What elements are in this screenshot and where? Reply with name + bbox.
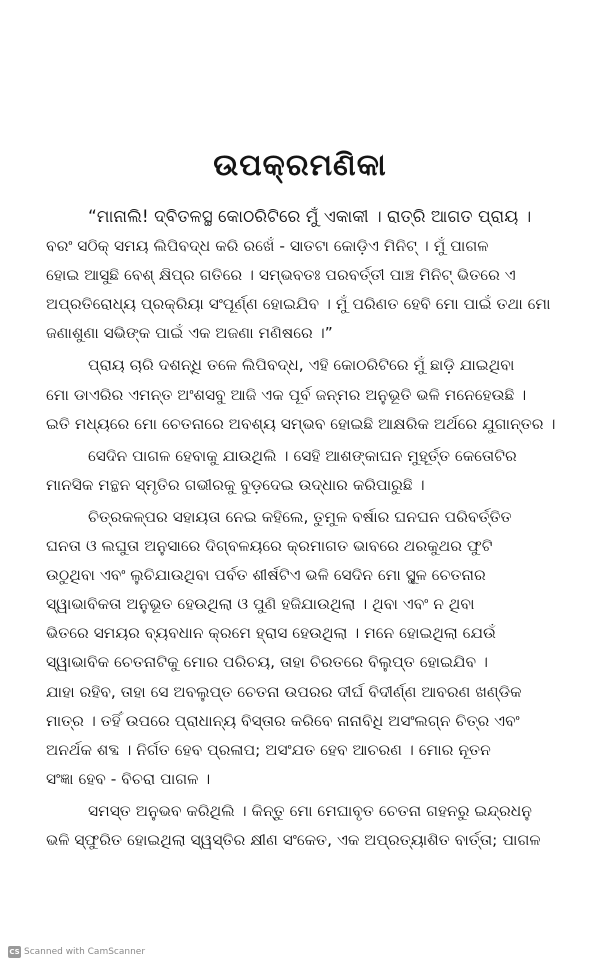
text-line: ହୋଇ ଆସୁଛି ବେଶ୍ କ୍ଷିପ୍ର ଗତିରେ । ସମ୍ଭବତଃ ପରବର୍ତ୍ତୀ ପାଞ୍ଚ ମିନିଟ୍ ଭିତରେ ଏ: [46, 266, 516, 285]
page-title: ଉପକ୍ରମଣିକା: [213, 148, 387, 183]
text-line: ମାତ୍ର । ତହିଁ ଉପରେ ପ୍ରାଧାନ୍ୟ ବିସ୍ତାର କରିବେ ନାନାବିଧି ଅସଂଲଗ୍ନ ଚିତ୍ର ଏବଂ: [46, 711, 520, 730]
text-line: ସମସ୍ତ ଅନୁଭବ କରିଥିଲି । କିନ୍ତୁ ମୋ ମେଘାବୃତ ଚେତନା ଗହନରୁ ଇନ୍ଦ୍ରଧନୁ: [88, 801, 532, 820]
text-line: ସଂଜ୍ଞା ହେବ - ବିଚରା ପାଗଳ ।: [46, 769, 211, 788]
text-line: ଜଣାଶୁଣା ସଭିଙ୍କ ପାଇଁ ଏକ ଅଜଣା ମଣିଷରେ ।”: [46, 324, 333, 343]
text-line: ଭିତରେ ସମୟର ବ୍ୟବଧାନ କ୍ରମେ ହ୍ରାସ ହେଉଥିଲା । ମନେ ହୋଇଥିଲା ଯେଉଁ: [46, 624, 496, 643]
paragraph: [46, 203, 556, 348]
text-line: ଅପ୍ରତିରୋଧ୍ୟ ପ୍ରକ୍ରିୟା ସଂପୂର୍ଣ୍ଣ ହୋଇଯିବ । ମୁଁ ପରିଣତ ହେବି ମୋ ପାଇଁ ତଥା ମୋ: [46, 295, 551, 314]
paragraph: [46, 351, 556, 438]
text-line: ବରଂ ସଠିକ୍ ସମୟ ଲିପିବଦ୍ଧ କରି ରଖେଁ - ସାତଟା କୋଡ଼ିଏ ମିନିଟ୍ । ମୁଁ ପାଗଳ: [46, 237, 489, 256]
text-line: ସ୍ୱାଭାବିକ ଚେତନାଟିକୁ ମୋର ପରିଚୟ, ତାହା ଚିରତରେ ବିଲୁପ୍ତ ହୋଇଯିବ ।: [46, 653, 488, 672]
text-line: ଚିତ୍ରକଳ୍ପର ସହାୟତା ନେଇ କହିଲେ, ତୁମୁଳ ବର୍ଷାର ଘନଘନ ପରିବର୍ତ୍ତିତ: [88, 507, 512, 526]
text-line: ଯାହା ରହିବ, ତାହା ସେ ଅବଲୁପ୍ତ ଚେତନା ଉପରର ଦୀର୍ଘ ବିଦୀର୍ଣ୍ଣ ଆବରଣ ଖଣ୍ଡିକ: [46, 682, 522, 701]
paragraph: [46, 442, 556, 500]
text-line: “ମାନାଲି! ଦ୍ବିତଳସ୍ଥ କୋଠରିଟିରେ ମୁଁ ଏକାକୀ । ରାତ୍ରି ଆଗତ ପ୍ରାୟ ।: [88, 207, 532, 227]
scanner-watermark: [8, 945, 145, 959]
text-line: ମୋ ଡାଏରିର ଏମନ୍ତ ଅଂଶସବୁ ଆଜି ଏକ ପୂର୍ବ ଜନ୍ମର ଅନୁଭୂତି ଭଳି ମନେହେଉଛି ।: [46, 385, 527, 404]
camscanner-logo-icon: CS: [9, 948, 20, 956]
watermark-label: Scanned with CamScanner: [24, 947, 146, 957]
text-line: ମାନସିକ ମନ୍ଥନ ସ୍ମୃତିର ଗଭୀରକୁ ବୁଡ଼ଦେଇ ଉଦ୍ଧାର କରିପାରୁଛି ।: [46, 475, 425, 494]
text-line: ଇତି ମଧ୍ୟରେ ମୋ ଚେତନାରେ ଅବଶ୍ୟ ସମ୍ଭବ ହୋଇଛି ଆକ୍ଷରିକ ଅର୍ଥରେ ଯୁଗାନ୍ତର ।: [46, 414, 556, 433]
text-line: ସେଦିନ ପାଗଳ ହେବାକୁ ଯାଉଥିଲି । ସେହି ଆଶଙ୍କାଘନ ମୁହୂର୍ତ୍ତ କେତୋଟିର: [88, 446, 517, 465]
paragraph: [46, 503, 556, 794]
document-body: [46, 203, 556, 855]
text-line: ସ୍ୱାଭାବିକତା ଅନୁଭୂତ ହେଉଥିଲା ଓ ପୁଣି ହଜିଯାଉଥିଲା । ଥିବା ଏବଂ ନ ଥିବା: [46, 595, 475, 614]
text-line: ଘନତା ଓ ଲଘୁତା ଅନୁସାରେ ଦିଗ୍‌ବଳୟରେ କ୍ରମାଗତ ଭାବରେ ଥରକୁଥର ଫୁଟି: [46, 537, 493, 556]
text-line: ଅନର୍ଥକ ଶବ୍ଦ । ନିର୍ଗତ ହେବ ପ୍ରଳାପ; ଅସଂଯତ ହେବ ଆଚରଣ । ମୋର ନୂତନ: [46, 740, 491, 759]
text-line: ପ୍ରାୟ ଚାରି ଦଶନ୍ଧି ତଳେ ଲିପିବଦ୍ଧ, ଏହି କୋଠରିଟିରେ ମୁଁ ଛାଡ଼ି ଯାଇଥିବା: [88, 356, 515, 375]
text-line: ଉଠୁଥିବା ଏବଂ ଲୁଚିଯାଉଥିବା ପର୍ବତ ଶୀର୍ଷଟିଏ ଭଳି ସେଦିନ ମୋ ସ୍ଥୂଳ ଚେତନାର: [46, 566, 486, 585]
paragraph: [46, 797, 556, 855]
text-line: ଭଳି ସ୍ଫୁରିତ ହୋଇଥିଲା ସ୍ୱସ୍ତିର କ୍ଷୀଣ ସଂକେତ, ଏକ ଅପ୍ରତ୍ୟାଶିତ ବାର୍ତ୍ତା; ପାଗଳ: [46, 830, 541, 849]
